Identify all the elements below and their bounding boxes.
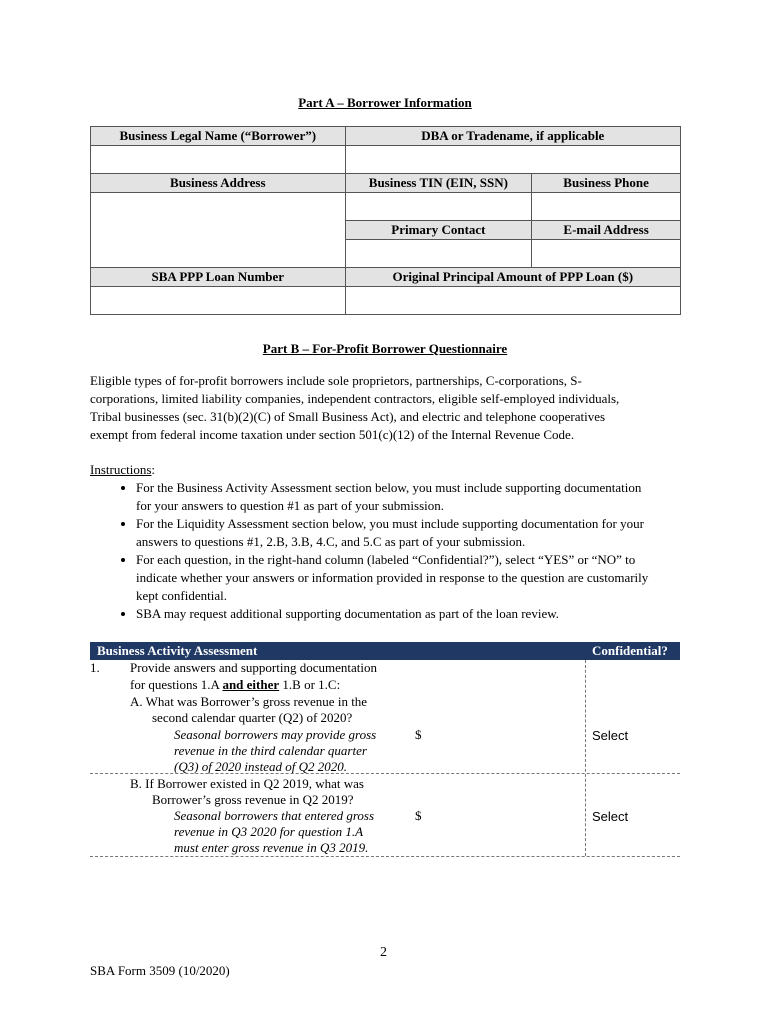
instruction-item: • For the Liquidity Assessment section below, you must include supporting documentation for your answers to questions #1, 2.B, 3.B, 4.C, and 5.C as part of your submission. (136, 515, 690, 551)
question-1b-text: B. If Borrower existed in Q2 2019, what was (130, 776, 364, 791)
confidential-select-1a[interactable]: Select (592, 728, 629, 743)
instructions-section (90, 461, 690, 623)
intro-line: Eligible types of for-profit borrowers include sole proprietors, partnerships, C-corporations, S- (90, 373, 582, 388)
intro-line: Tribal businesses (sec. 31(b)(2)(C) of Small Business Act), and electric and telephone cooperatives (90, 409, 606, 424)
confidential-header: Confidential? (592, 643, 668, 658)
form-footer: SBA Form 3509 (10/2020) (90, 963, 230, 978)
question-number-1: 1. (90, 660, 100, 675)
question-1a-subtext: second calendar quarter (Q2) of 2020? (152, 710, 353, 725)
question-1-subtext: for questions 1.A and either 1.B or 1.C: (130, 677, 341, 692)
loan-number-field[interactable] (91, 287, 346, 315)
email-header: E-mail Address (532, 221, 681, 240)
confidential-select-1b[interactable]: Select (592, 809, 629, 824)
question-1a-note: Seasonal borrowers may provide gross revenue in the third calendar quarter (Q3) of 2020 instead of Q2 2020. (174, 727, 377, 774)
page-number: 2 (380, 945, 387, 960)
legal-name-header: Business Legal Name (“Borrower”) (91, 127, 346, 146)
phone-header: Business Phone (532, 174, 681, 193)
principal-header: Original Principal Amount of PPP Loan ($) (345, 268, 680, 287)
row-divider (90, 773, 680, 774)
instruction-item: • For the Business Activity Assessment section below, you must include supporting documentation for your answers to question #1 as part of your submission. (136, 479, 690, 515)
loan-number-header: SBA PPP Loan Number (91, 268, 346, 287)
question-1-text: Provide answers and supporting documentation (130, 660, 377, 675)
primary-contact-header: Primary Contact (345, 221, 532, 240)
instruction-item: • SBA may request additional supporting documentation as part of the loan review. (136, 605, 690, 623)
intro-line: exempt from federal income taxation under section 501(c)(12) of the Internal Revenue Code. (90, 427, 575, 442)
intro-line: corporations, limited liability companies, independent contractors, eligible self-employed individuals, (90, 391, 620, 406)
instructions-label: Instructions: (90, 462, 156, 477)
tin-header: Business TIN (EIN, SSN) (345, 174, 532, 193)
tin-field[interactable] (345, 193, 532, 221)
revenue-q2-2019-field[interactable]: $ (415, 808, 422, 823)
instructions-list (90, 479, 690, 623)
legal-name-field[interactable] (91, 146, 346, 174)
row-divider (90, 856, 680, 857)
phone-field[interactable] (532, 193, 681, 221)
dba-field[interactable] (345, 146, 680, 174)
dba-header: DBA or Tradename, if applicable (345, 127, 680, 146)
email-field[interactable] (532, 240, 681, 268)
address-header: Business Address (91, 174, 346, 193)
instruction-item: • For each question, in the right-hand column (labeled “Confidential?”), select “YES” or “NO” to indicate whether your answers or information provided in response to the question are customarily kept confidential. (136, 551, 690, 605)
question-1a-text: A. What was Borrower’s gross revenue in the (130, 694, 368, 709)
question-1b-note: Seasonal borrowers that entered gross revenue in Q3 2020 for question 1.A must enter gross revenue in Q3 2019. (174, 808, 375, 855)
assessment-header: Business Activity Assessment (97, 643, 258, 658)
principal-field[interactable] (345, 287, 680, 315)
borrower-information-table (90, 126, 681, 315)
eligibility-paragraph (90, 372, 690, 444)
column-divider (585, 660, 586, 856)
part-a-title: Part A – Borrower Information (298, 95, 472, 110)
address-field[interactable] (91, 193, 346, 268)
primary-contact-field[interactable] (345, 240, 532, 268)
question-1b-subtext: Borrower’s gross revenue in Q2 2019? (152, 792, 354, 807)
revenue-q2-2020-field[interactable]: $ (415, 727, 422, 742)
part-b-title: Part B – For-Profit Borrower Questionnaire (262, 341, 508, 356)
